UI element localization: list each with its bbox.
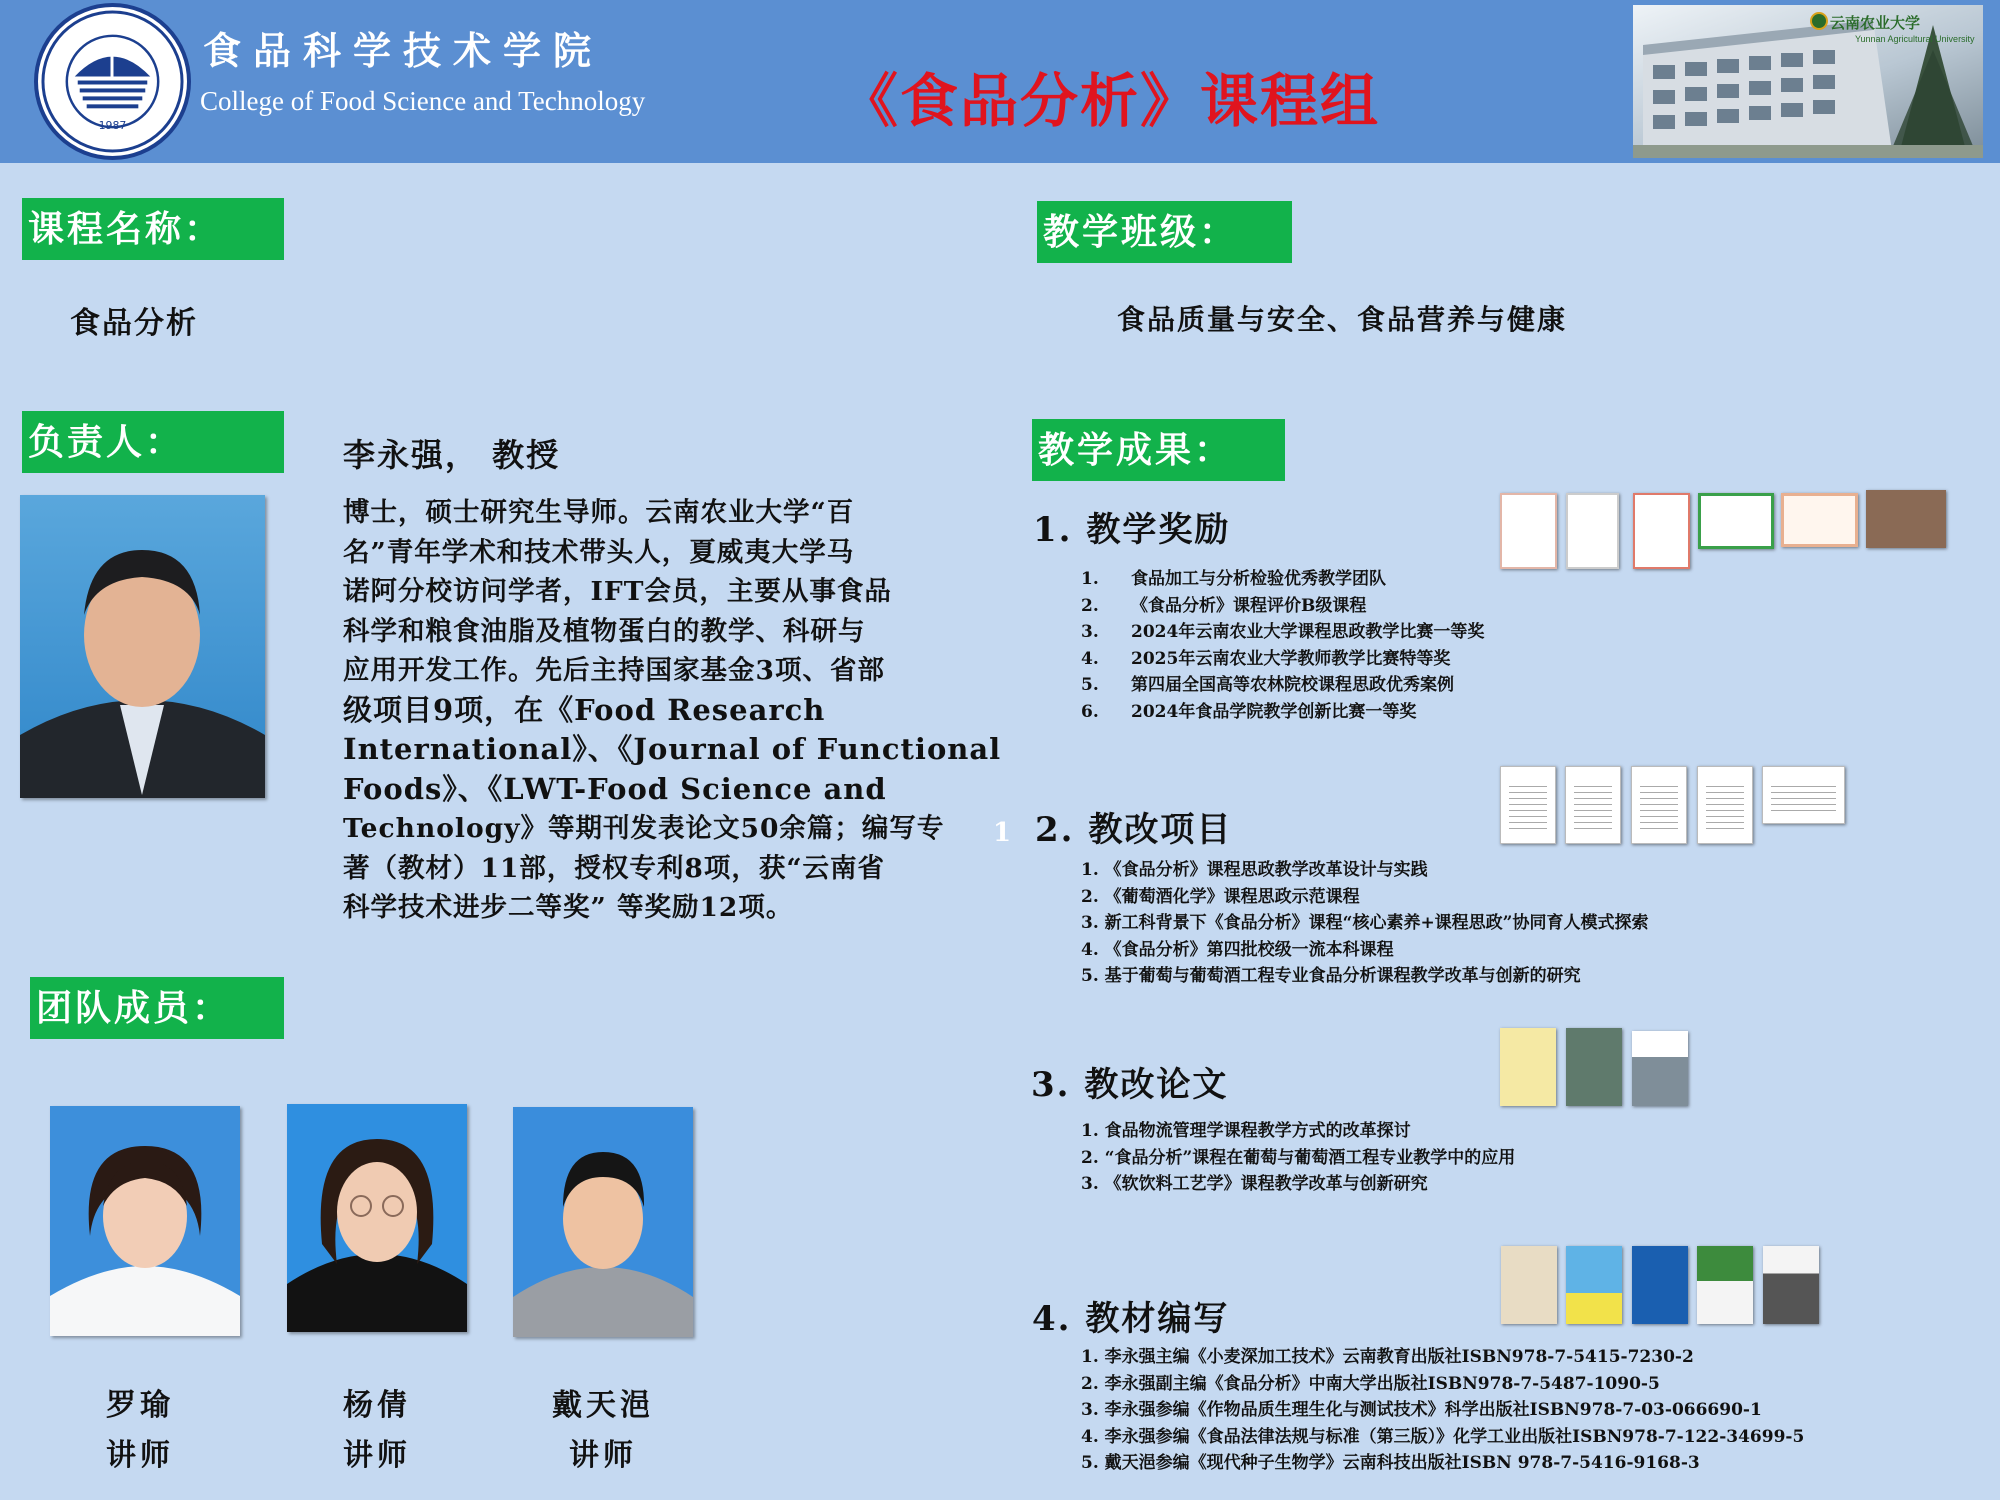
bio-line: 科学和粮食油脂及植物蛋白的教学、科研与 — [343, 615, 866, 647]
award-certificate-thumbnail — [1500, 493, 1557, 569]
bio-line: 诺阿分校访问学者，IFT会员，主要从事食品 — [343, 576, 892, 607]
project-document-thumbnail — [1500, 766, 1556, 844]
member-photo — [287, 1104, 467, 1332]
list-item — [1081, 699, 1484, 726]
award-certificate-thumbnail — [1698, 493, 1774, 549]
awards-list — [1081, 566, 1484, 725]
list-item — [1081, 593, 1484, 620]
member-title: 讲师 — [569, 1438, 637, 1473]
journal-cover-thumbnail — [1500, 1028, 1556, 1106]
papers-list — [1081, 1118, 1515, 1198]
campus-building-photo — [1633, 5, 1983, 158]
list-item-number: 5. — [1081, 675, 1099, 695]
course-name-label: 课程名称： — [22, 198, 284, 260]
achievements-label: 教学成果： — [1032, 419, 1285, 481]
award-certificate-thumbnail — [1781, 493, 1858, 547]
list-item: 4. 李永强参编《食品法律法规与标准（第三版）》化学工业出版社ISBN978-7-122-34699-5 — [1081, 1426, 1805, 1447]
book-cover-thumbnail — [1566, 1246, 1622, 1324]
list-item: 2. 李永强副主编《食品分析》中南大学出版社ISBN978-7-5487-1090-5 — [1081, 1373, 1660, 1394]
list-item: 3. 《软饮料工艺学》课程教学改革与创新研究 — [1081, 1174, 1428, 1194]
project-document-thumbnail — [1565, 766, 1621, 844]
logo-year: 1987 — [98, 119, 127, 133]
list-item: 2. 《葡萄酒化学》课程思政示范课程 — [1081, 886, 1360, 907]
list-item-text: 第四届全国高等农林院校课程思政优秀案例 — [1131, 675, 1454, 695]
course-name-value: 食品分析 — [70, 306, 198, 341]
list-item-number: 2. — [1081, 595, 1099, 616]
list-item: 1. 李永强主编《小麦深加工技术》云南教育出版社ISBN978-7-5415-7230-2 — [1081, 1347, 1694, 1367]
list-item: 1. 《食品分析》课程思政教学改革设计与实践 — [1081, 860, 1428, 880]
list-item: 2. “食品分析”课程在葡萄与葡萄酒工程专业教学中的应用 — [1081, 1147, 1516, 1168]
projects-list — [1081, 857, 1648, 990]
member-title: 讲师 — [343, 1438, 411, 1473]
list-item-number: 3. — [1081, 622, 1099, 642]
awards-title: 1. 教学奖励 — [1033, 510, 1231, 550]
list-item-number: 1. — [1081, 569, 1099, 589]
member-photo — [513, 1107, 693, 1337]
classes-value: 食品质量与安全、食品营养与健康 — [1117, 303, 1568, 336]
list-item-number: 4. — [1081, 648, 1099, 669]
projects-title: 2. 教改项目 — [1035, 810, 1233, 850]
page-title: 《食品分析》课程组 — [839, 67, 1380, 135]
list-item: 5. 基于葡萄与葡萄酒工程专业食品分析课程教学改革与创新的研究 — [1081, 966, 1581, 986]
list-item — [1081, 646, 1484, 673]
member-photo — [50, 1106, 240, 1336]
book-cover-thumbnail — [1697, 1246, 1753, 1324]
project-document-thumbnail — [1762, 766, 1845, 824]
list-item-text: 2025年云南农业大学教师教学比赛特等奖 — [1131, 648, 1451, 669]
project-document-thumbnail — [1631, 766, 1687, 844]
book-cover-thumbnail — [1763, 1246, 1819, 1324]
award-plaque-thumbnail — [1866, 490, 1946, 548]
stray-mark: 1 — [993, 818, 1012, 848]
classes-label: 教学班级： — [1037, 201, 1292, 263]
university-logo-emblem — [1810, 12, 1828, 30]
list-item — [1081, 566, 1484, 593]
list-item-text: 2024年云南农业大学课程思政教学比赛一等奖 — [1131, 622, 1485, 642]
bio-line: 名”青年学术和技术带头人，夏威夷大学马 — [343, 536, 855, 568]
member-name: 戴天浥 — [552, 1388, 654, 1423]
university-logo-name: 云南农业大学 — [1830, 14, 1921, 32]
book-cover-thumbnail — [1501, 1246, 1557, 1324]
member-title: 讲师 — [106, 1438, 174, 1473]
bio-line: 应用开发工作。先后主持国家基金3项、省部 — [343, 655, 885, 686]
textbooks-title: 4. 教材编写 — [1032, 1299, 1230, 1339]
journal-cover-thumbnail — [1632, 1031, 1688, 1106]
award-certificate-thumbnail — [1633, 493, 1690, 569]
leader-name-title: 李永强， 教授 — [343, 436, 561, 474]
university-logo-name-en: Yunnan Agricultural University — [1855, 34, 1975, 44]
bio-line: 著（教材）11部，授权专利8项，获“云南省 — [343, 852, 886, 884]
bio-line: 科学技术进步二等奖” 等奖励12项。 — [343, 892, 794, 923]
team-label: 团队成员： — [30, 977, 284, 1039]
leader-bio — [343, 493, 1008, 928]
list-item-number: 6. — [1081, 701, 1099, 722]
project-document-thumbnail — [1697, 766, 1753, 844]
list-item: 5. 戴天浥参编《现代种子生物学》云南科技出版社ISBN 978-7-5416-9168-3 — [1081, 1453, 1700, 1473]
textbooks-list — [1081, 1344, 1804, 1477]
list-item-text: 2024年食品学院教学创新比赛一等奖 — [1131, 701, 1417, 722]
bio-line: Technology》等期刊发表论文50余篇；编写专 — [343, 813, 945, 844]
list-item: 1. 食品物流管理学课程教学方式的改革探讨 — [1081, 1121, 1411, 1141]
college-logo — [34, 3, 191, 160]
leader-photo — [20, 495, 265, 798]
college-name-cn: 食品科学技术学院 — [203, 28, 604, 73]
journal-cover-thumbnail — [1566, 1028, 1622, 1106]
list-item: 3. 新工科背景下《食品分析》课程“核心素养+课程思政”协同育人模式探索 — [1081, 913, 1649, 933]
list-item — [1081, 672, 1484, 699]
bio-line: 级项目9项，在《Food Research — [343, 692, 826, 727]
college-name-en: College of Food Science and Technology — [200, 86, 646, 116]
award-certificate-thumbnail — [1566, 493, 1619, 569]
bio-line: 博士，硕士研究生导师。云南农业大学“百 — [343, 497, 855, 528]
list-item-text: 食品加工与分析检验优秀教学团队 — [1131, 569, 1386, 589]
book-cover-thumbnail — [1632, 1246, 1688, 1324]
list-item-text: 《食品分析》课程评价B级课程 — [1131, 595, 1367, 616]
list-item: 4. 《食品分析》第四批校级一流本科课程 — [1081, 939, 1394, 960]
bio-line: International》、《Journal of Functional — [343, 732, 1002, 766]
list-item — [1081, 619, 1484, 646]
member-name: 罗瑜 — [106, 1388, 174, 1423]
list-item: 3. 李永强参编《作物品质生理生化与测试技术》科学出版社ISBN978-7-03-066690-1 — [1081, 1400, 1762, 1420]
member-name: 杨倩 — [343, 1388, 411, 1423]
papers-title: 3. 教改论文 — [1031, 1065, 1229, 1105]
leader-label: 负责人： — [22, 411, 284, 473]
bio-line: Foods》、《LWT-Food Science and — [343, 771, 887, 806]
